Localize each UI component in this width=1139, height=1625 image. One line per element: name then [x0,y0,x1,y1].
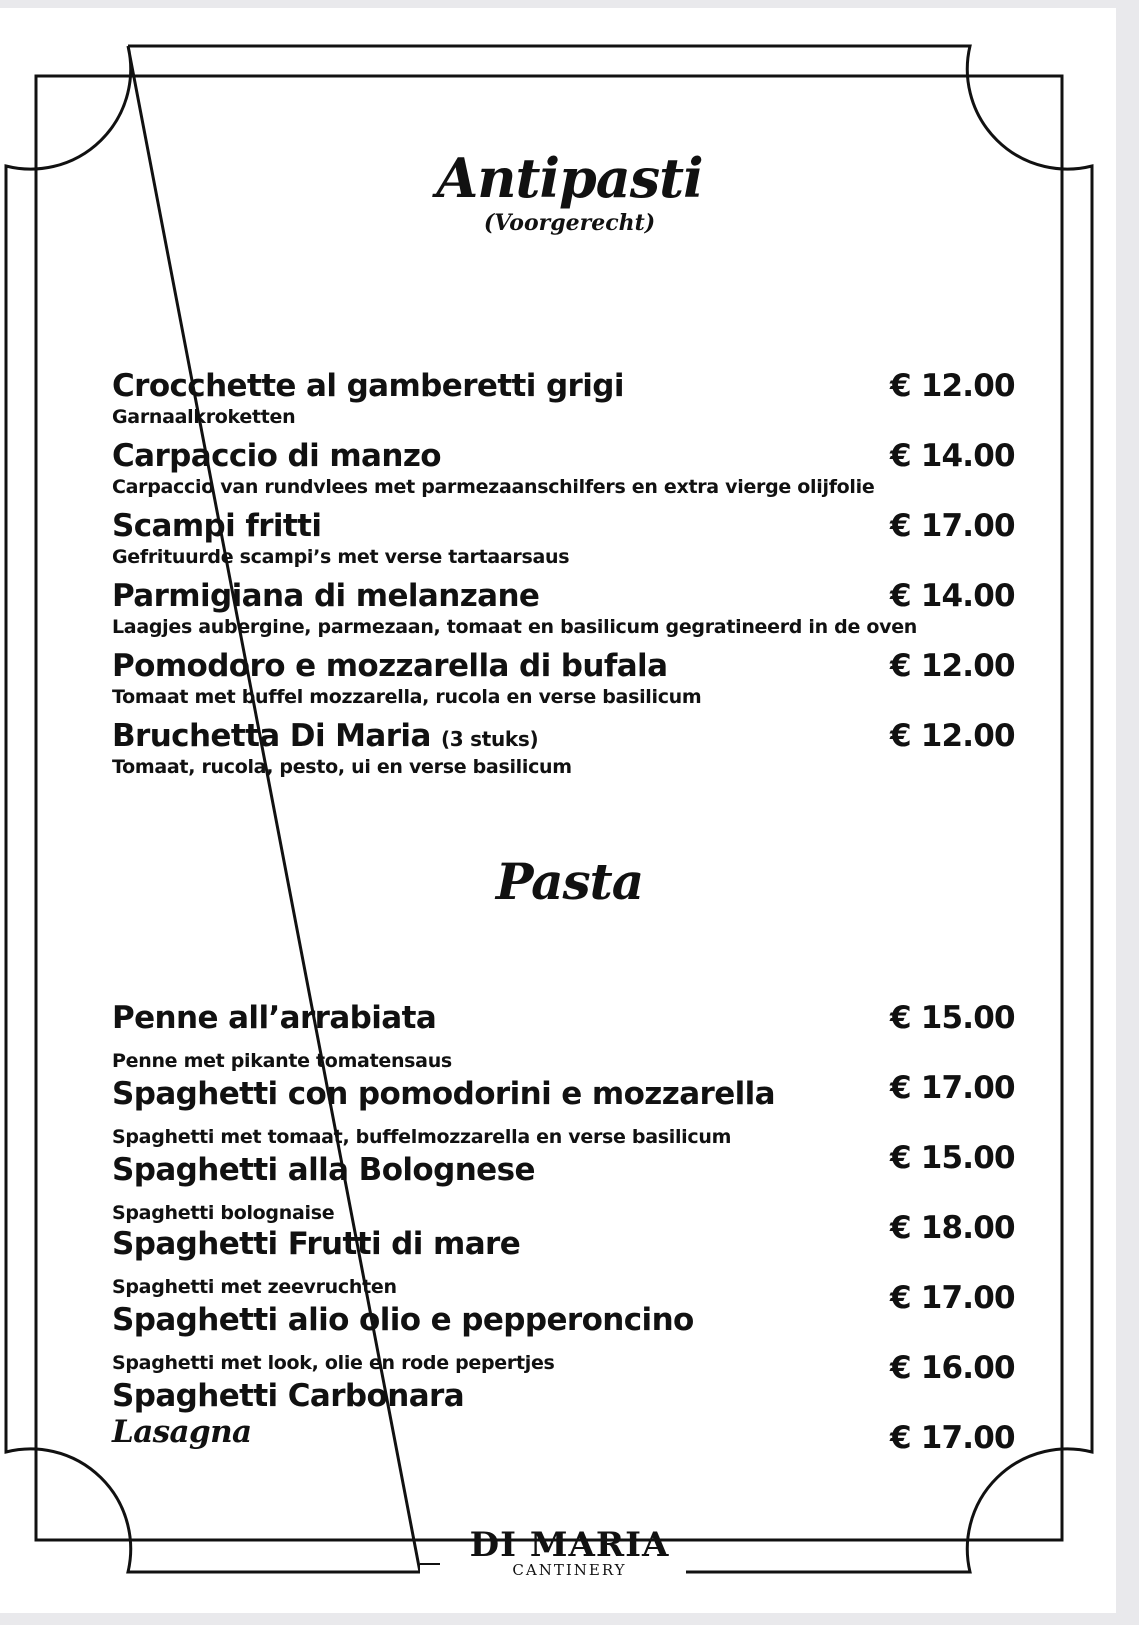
menu-item-name: Pomodoro e mozzarella di bufala [112,648,668,684]
menu-item-price: € 17.00 [890,1280,1015,1316]
menu-item-description: Penne met pikante tomatensaus [112,1050,452,1072]
menu-item-price: € 17.00 [890,1070,1015,1106]
menu-item-name-text: Bruchetta Di Maria [112,718,431,754]
menu-item-description: Spaghetti bolognaise [112,1202,335,1224]
menu-item-description: Gefrituurde scampi’s met verse tartaarsaus [112,546,570,568]
pasta-heading: Pasta [495,852,644,911]
menu-item-price: € 12.00 [890,648,1015,684]
menu-item-price: € 15.00 [890,1000,1015,1036]
menu-item-name: Spaghetti alio olio e pepperoncino [112,1302,694,1338]
menu-item-price: € 12.00 [890,368,1015,404]
menu-item-name: Scampi fritti [112,508,322,544]
brand-logo-tagline: CANTINERY [512,1561,627,1579]
menu-item-description: Laagjes aubergine, parmezaan, tomaat en basilicum gegratineerd in de oven [112,616,918,638]
menu-item-description: Tomaat met buffel mozzarella, rucola en verse basilicum [112,686,702,708]
antipasti-subheading: (Voorgerecht) [483,210,656,236]
menu-item-name: Spaghetti con pomodorini e mozzarella [112,1076,775,1112]
menu-item-price: € 12.00 [890,718,1015,754]
menu-item-name: Parmigiana di melanzane [112,578,540,614]
menu-item-name: Lasagna [112,1414,252,1450]
menu-item-description: Carpaccio van rundvlees met parmezaanschilfers en extra vierge olijfolie [112,476,875,498]
menu-item-price: € 14.00 [890,438,1015,474]
menu-item-name [112,718,538,754]
menu-item-name: Spaghetti Frutti di mare [112,1226,521,1262]
menu-item-description: Spaghetti met zeevruchten [112,1276,397,1298]
brand-logo-name: DI MARIA [469,1525,670,1565]
menu-item-description: Tomaat, rucola, pesto, ui en verse basilicum [112,756,572,778]
menu-item-price: € 14.00 [890,578,1015,614]
menu-item-description: Garnaalkroketten [112,406,296,428]
menu-item-price: € 17.00 [890,508,1015,544]
menu-item-price: € 16.00 [890,1350,1015,1386]
menu-item-name: Carpaccio di manzo [112,438,441,474]
menu-item-note: (3 stuks) [440,727,539,751]
menu-item-price: € 18.00 [890,1210,1015,1246]
menu-item-description: Spaghetti met look, olie en rode pepertjes [112,1352,555,1374]
antipasti-heading: Antipasti [436,146,703,210]
menu-item-name: Penne all’arrabiata [112,1000,437,1036]
menu-item-description: Spaghetti met tomaat, buffelmozzarella en verse basilicum [112,1126,732,1148]
menu-item-name: Spaghetti alla Bolognese [112,1152,535,1188]
menu-item-price: € 17.00 [890,1420,1015,1456]
menu-item-name: Spaghetti Carbonara [112,1378,465,1414]
menu-item-price: € 15.00 [890,1140,1015,1176]
menu-item-name: Crocchette al gamberetti grigi [112,368,624,404]
